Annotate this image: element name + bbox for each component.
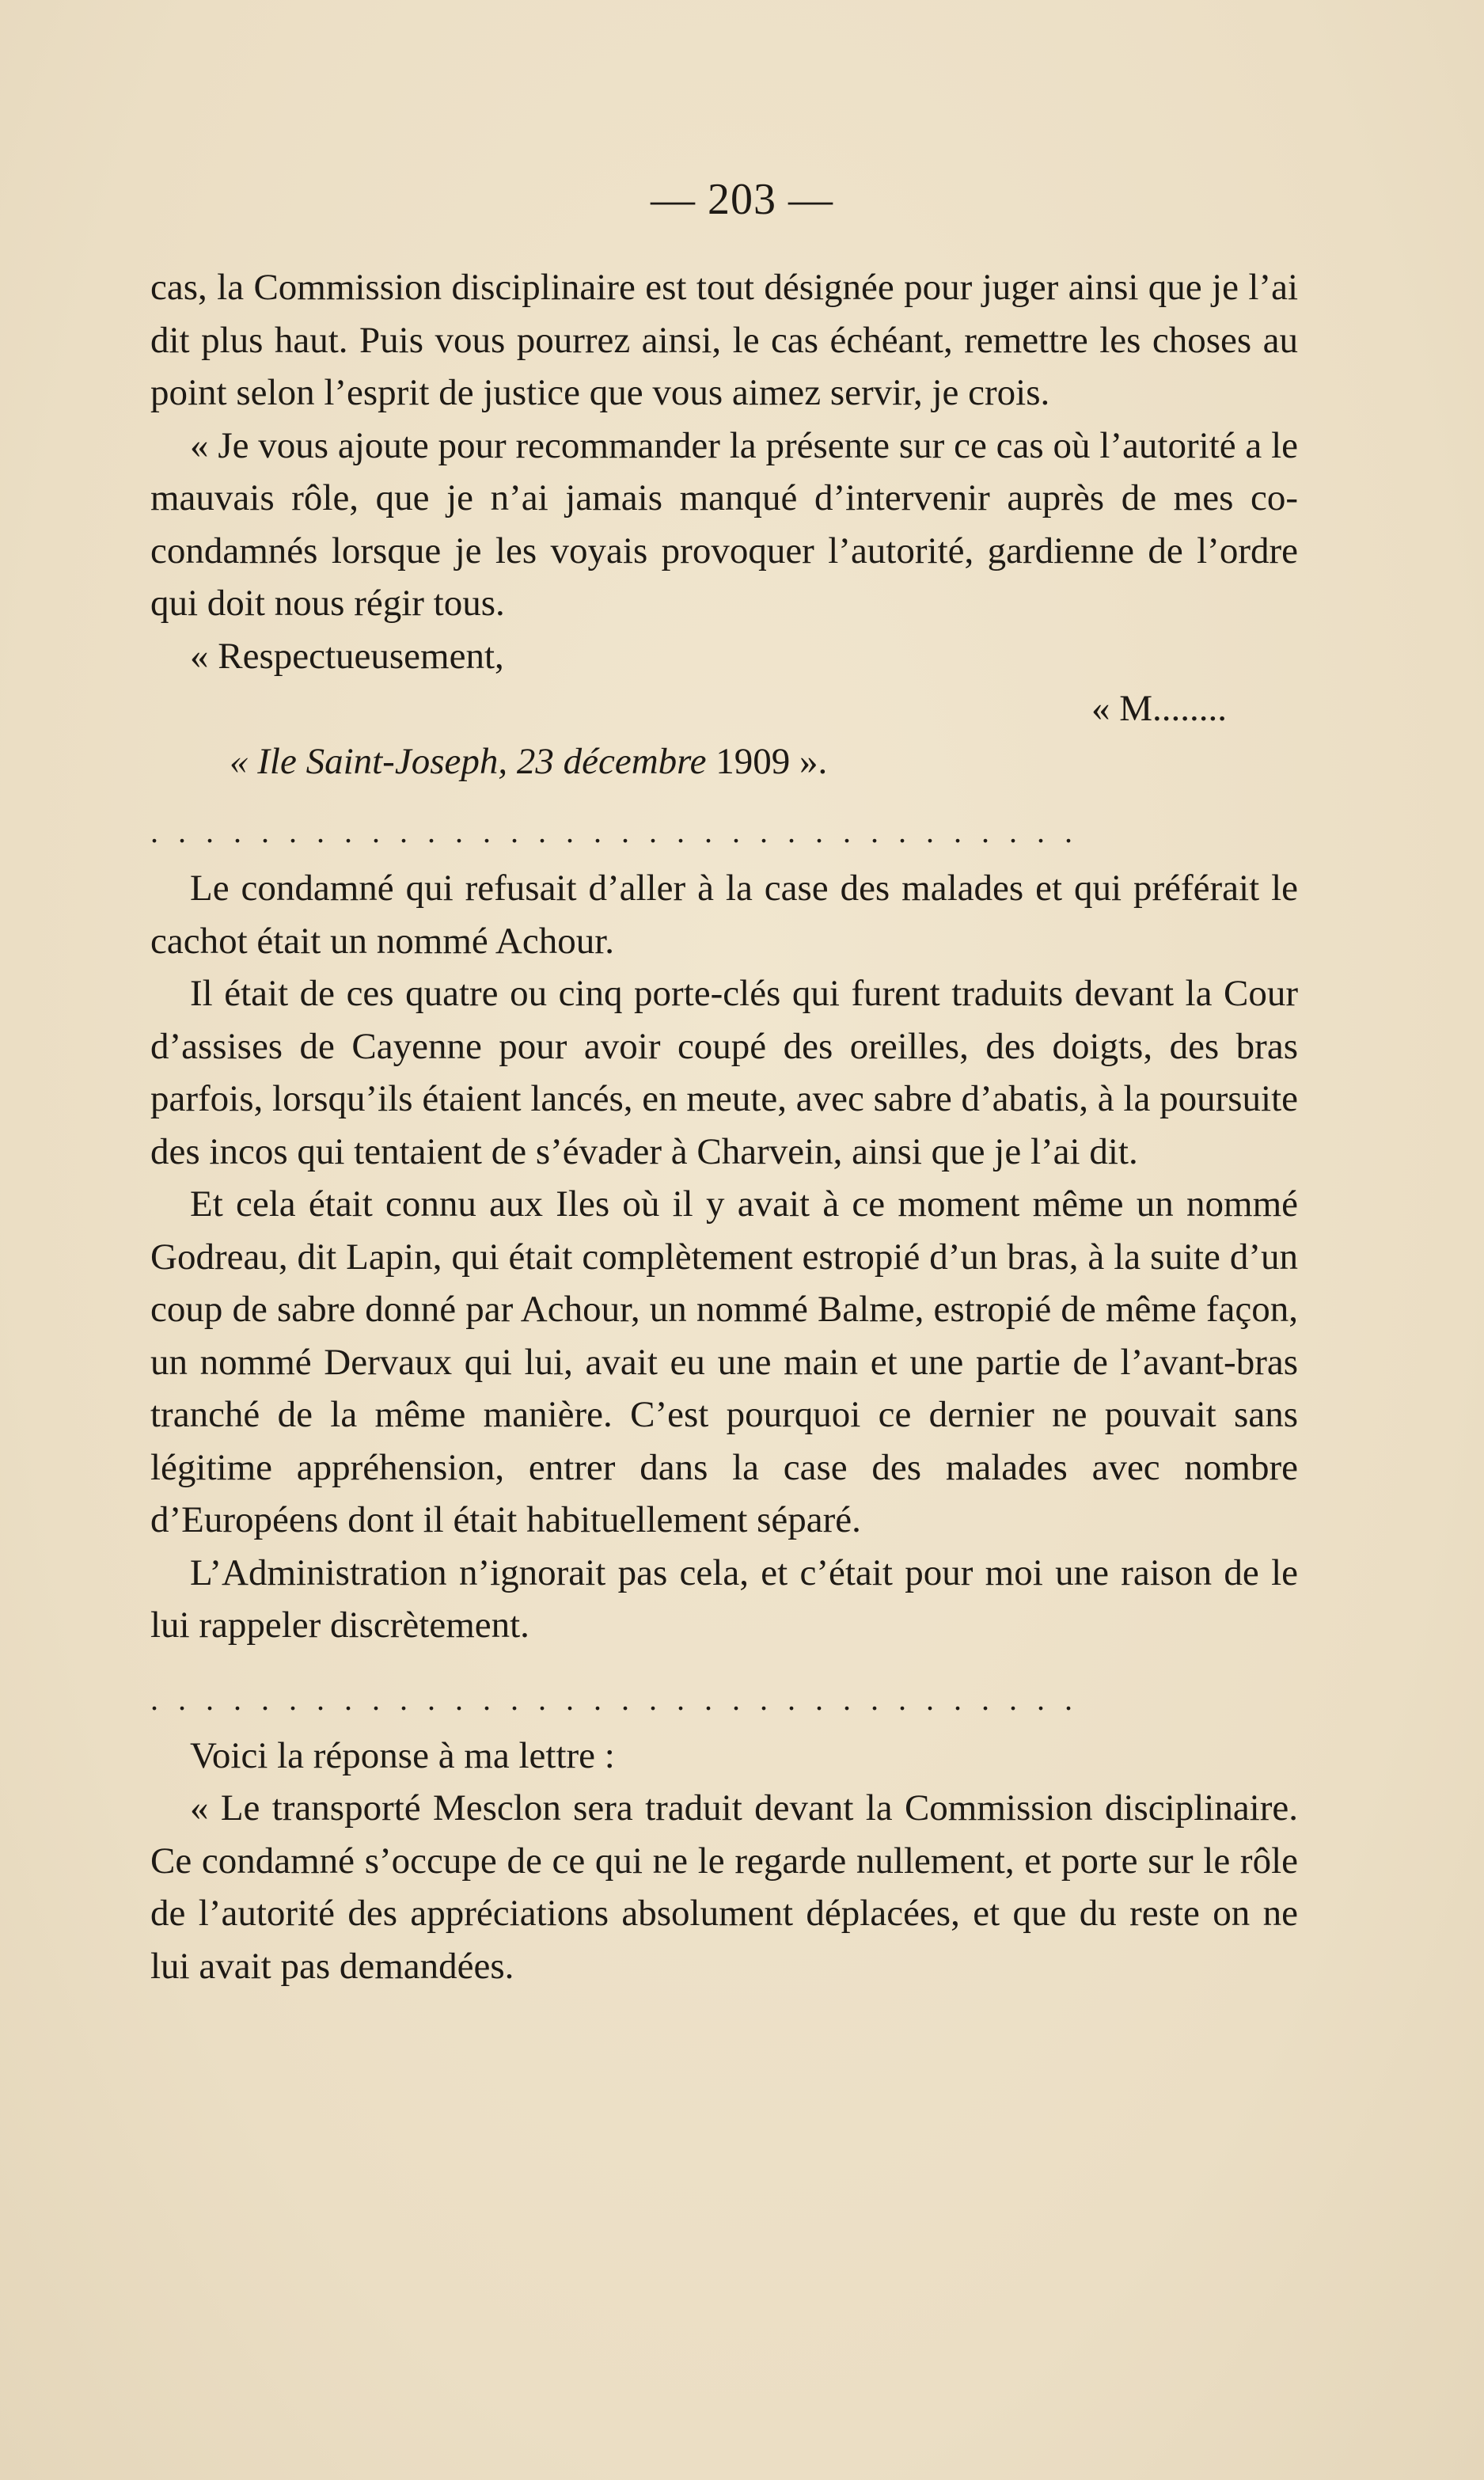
paragraph-5: Il était de ces quatre ou cinq porte-clés qui furent traduits devant la Cour d’assises de Cayenne pour avoir coupé des oreilles, des doigts, des bras parfois, lorsqu’ils étaient lancés, en meute, avec sabre d’abatis, à la poursuite des incos qui tentaient de s’évader à Charvein, ainsi que je l’ai dit. xyxy=(150,973,1298,1172)
signature: « M........ xyxy=(1091,688,1227,729)
page-number: — 203 — xyxy=(651,175,833,224)
paragraph-6: Et cela était connu aux Iles où il y avait à ce moment même un nommé Godreau, dit Lapin, qui était complètement estropié d’un bras, à la suite d’un coup de sabre donné par Achour, un nommé Balme, estropié de même façon, un nommé Dervaux qui lui, avait eu une main et une partie de l’avant-bras tranché de la même manière. C’est pourquoi ce dernier ne pouvait sans légitime appréhension, entrer dans la case des malades avec nombre d’Européens dont il était habituellement séparé. xyxy=(150,1183,1298,1540)
letter-date xyxy=(150,735,1298,788)
date-year: 1909 ». xyxy=(715,740,828,782)
section-separator: .................................. xyxy=(150,814,1092,849)
paragraph-8: Voici la réponse à ma lettre : xyxy=(190,1734,615,1776)
paragraph-7: L’Administration n’ignorait pas cela, et c’était pour moi une raison de le lui rappeler discrètement. xyxy=(150,1551,1298,1646)
section-separator-2: .................................. xyxy=(150,1681,1092,1717)
paragraph-9: « Le transporté Mesclon sera traduit devant la Commission disciplinaire. Ce condamné s’occupe de ce qui ne le regarde nullement, et porte sur le rôle de l’autorité des appréciations absolument déplacées, et que du reste on ne lui avait pas demandées. xyxy=(150,1787,1298,1987)
paragraph-2: « Je vous ajoute pour recommander la présente sur ce cas où l’autorité a le mauvais rôle, que je n’ai jamais manqué d’intervenir auprès de mes co-condamnés lorsque je les voyais provoquer l’autorité, gardienne de l’ordre qui doit nous régir tous. xyxy=(150,424,1298,624)
body-text xyxy=(150,261,1298,1992)
date-place: « Ile Saint-Joseph, xyxy=(230,740,508,782)
closing-salutation: « Respectueusement, xyxy=(190,635,504,677)
paragraph-1: cas, la Commission disciplinaire est tout désignée pour juger ainsi que je l’ai dit plus haut. Puis vous pourrez ainsi, le cas échéant, remettre les choses au point selon l’esprit de justice que vous aimez servir, je crois. xyxy=(150,267,1298,413)
date-day: 23 décembre xyxy=(516,740,707,782)
paragraph-4: Le condamné qui refusait d’aller à la case des malades et qui préférait le cachot était un nommé Achour. xyxy=(150,868,1298,962)
